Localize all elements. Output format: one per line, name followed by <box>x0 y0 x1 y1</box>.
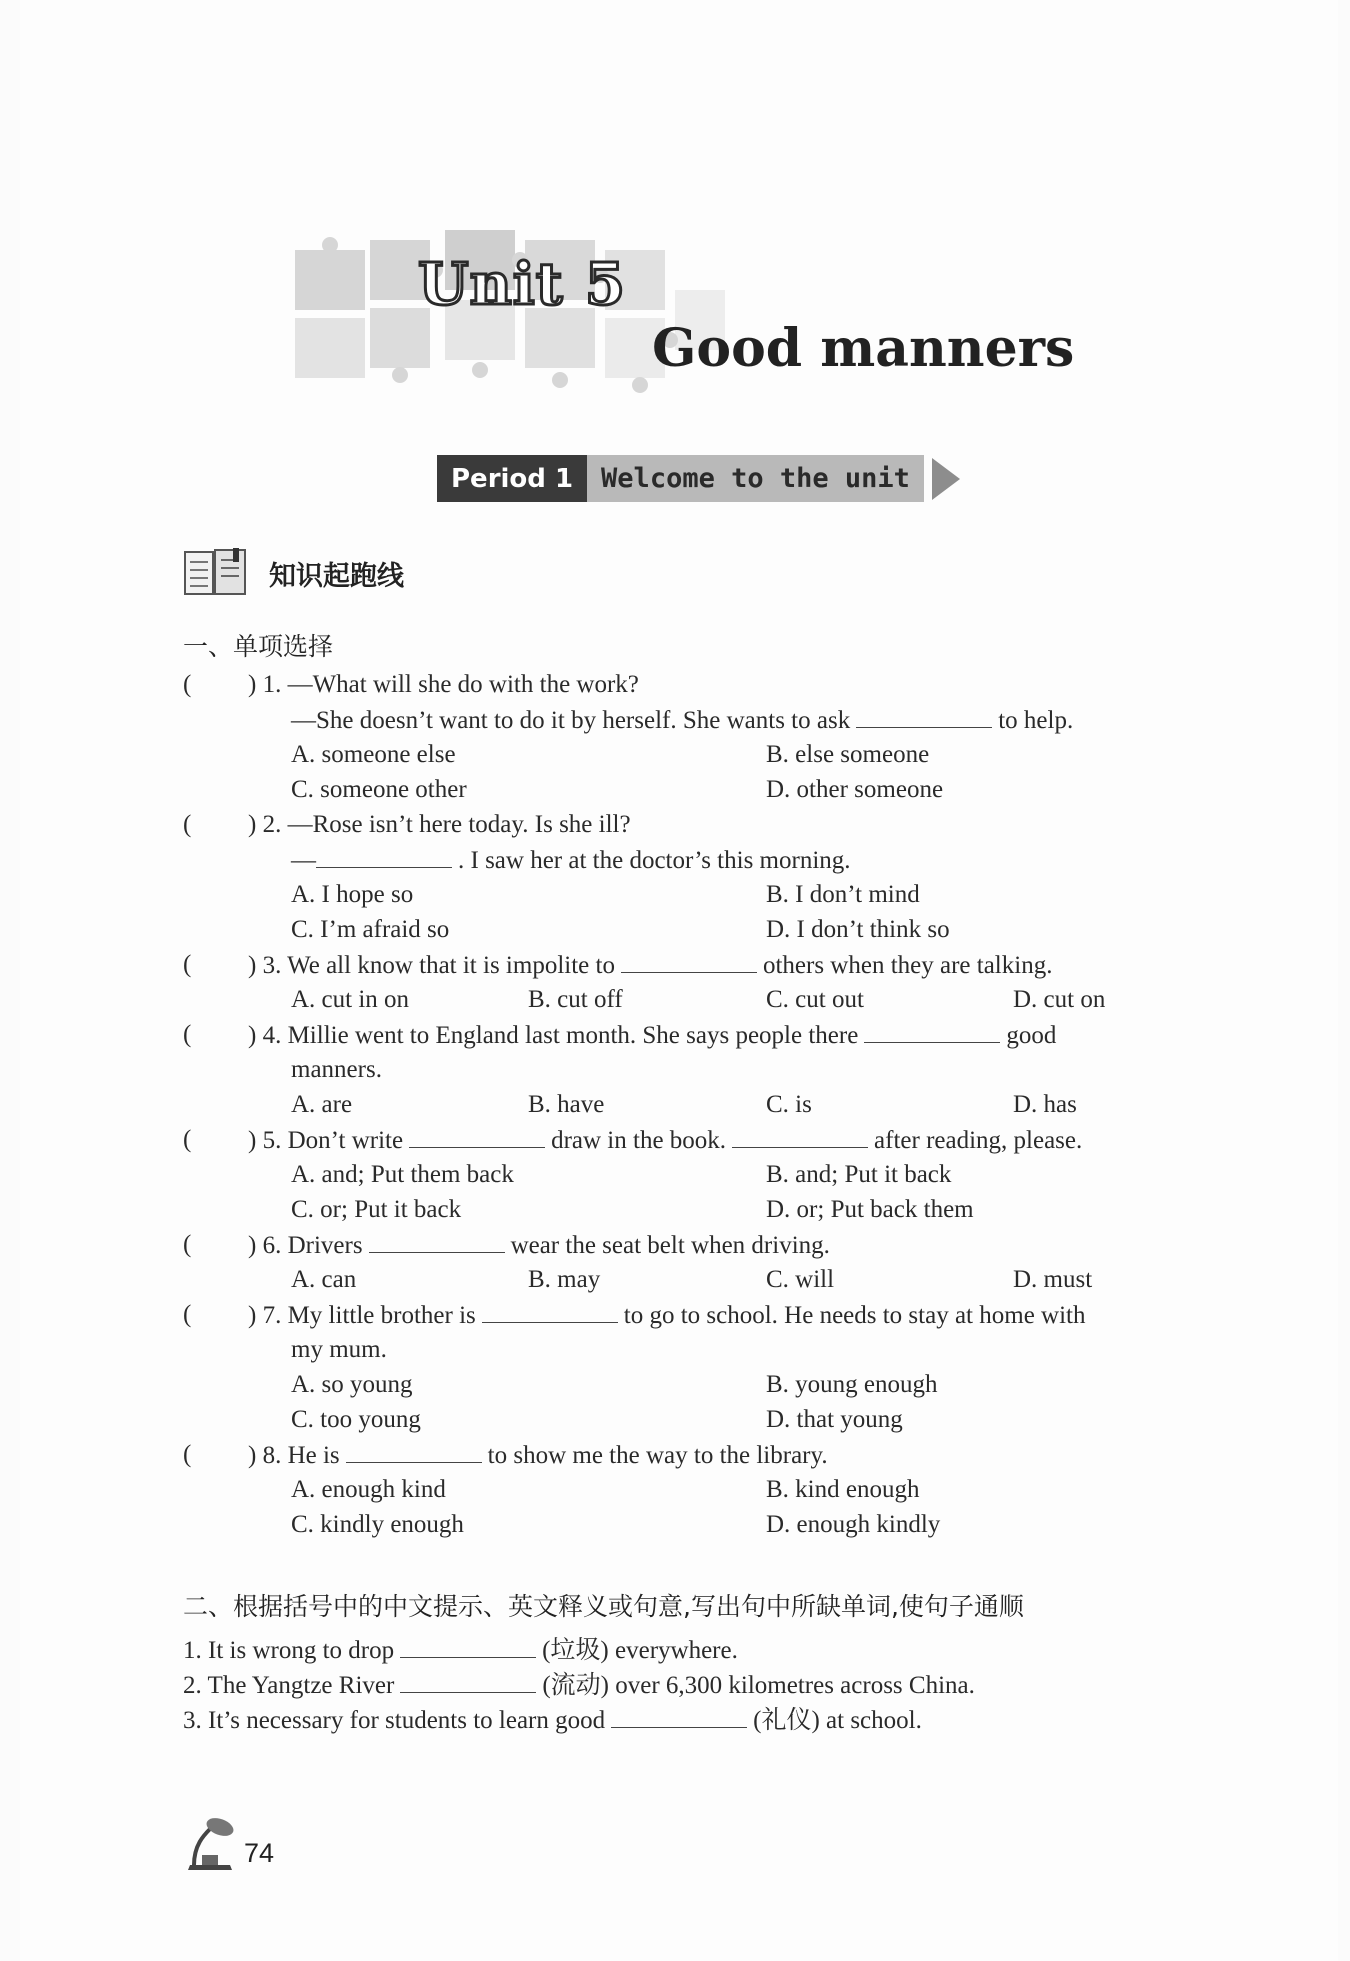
option: A. someone else <box>291 741 456 768</box>
answer-paren: ( <box>183 1301 192 1328</box>
part2-title: 二、根据括号中的中文提示、英文释义或句意,写出句中所缺单词,使句子通顺 <box>183 1592 1024 1621</box>
answer-blank[interactable] <box>369 1230 505 1253</box>
option: A. enough kind <box>291 1476 446 1503</box>
question-number: ) 3. <box>248 952 282 979</box>
question-8 <box>248 1440 828 1471</box>
answer-blank[interactable] <box>409 1125 545 1148</box>
option: B. cut off <box>528 986 623 1013</box>
option: B. young enough <box>766 1371 938 1398</box>
option: C. I’m afraid so <box>291 916 450 943</box>
option: C. will <box>766 1266 835 1293</box>
answer-blank[interactable] <box>346 1440 482 1463</box>
question-text: Millie went to England last month. She says people there <box>287 1022 859 1049</box>
option: D. other someone <box>766 776 944 803</box>
option: D. cut on <box>1013 986 1106 1013</box>
option: B. have <box>528 1091 605 1118</box>
answer-blank[interactable] <box>864 1020 1000 1043</box>
period-banner <box>437 455 960 502</box>
period-name: Welcome to the unit <box>587 455 924 502</box>
option: B. and; Put it back <box>766 1161 952 1188</box>
question-number: ) 4. <box>248 1022 282 1049</box>
part1-title: 一、单项选择 <box>183 632 334 661</box>
answer-blank[interactable] <box>316 845 452 868</box>
question-text: to show me the way to the library. <box>487 1442 828 1469</box>
option: D. enough kindly <box>766 1511 941 1538</box>
answer-blank[interactable] <box>400 1670 536 1693</box>
option: A. cut in on <box>291 986 410 1013</box>
option: A. are <box>291 1091 353 1118</box>
question-1 <box>248 670 639 700</box>
fill-text: 1. It is wrong to drop <box>183 1637 395 1664</box>
question-number: ) 6. <box>248 1232 282 1259</box>
question-text: draw in the book. <box>551 1127 727 1154</box>
question-number: ) 8. <box>248 1442 282 1469</box>
question-text: —She doesn’t want to do it by herself. She wants to ask <box>291 707 851 734</box>
section-title: 知识起跑线 <box>269 560 404 592</box>
question-text: to go to school. He needs to stay at home with <box>623 1302 1086 1329</box>
question-text: — <box>291 847 316 874</box>
option: C. is <box>766 1091 812 1118</box>
option: D. that young <box>766 1406 903 1433</box>
option: C. or; Put it back <box>291 1196 462 1223</box>
lamp-icon <box>180 1815 240 1875</box>
fill-text: 2. The Yangtze River <box>183 1672 395 1699</box>
answer-paren: ( <box>183 1126 192 1153</box>
answer-blank[interactable] <box>732 1125 868 1148</box>
question-text: He is <box>287 1442 340 1469</box>
option: A. so young <box>291 1371 413 1398</box>
fill-text: 3. It’s necessary for students to learn good <box>183 1707 606 1734</box>
question-text: Don’t write <box>287 1127 404 1154</box>
answer-paren: ( <box>183 951 192 978</box>
section-header <box>183 548 404 598</box>
question-text: My little brother is <box>287 1302 476 1329</box>
question-text: after reading, please. <box>874 1127 1083 1154</box>
option: C. too young <box>291 1406 421 1433</box>
question-2 <box>248 810 631 840</box>
answer-blank[interactable] <box>611 1705 747 1728</box>
answer-blank[interactable] <box>482 1300 618 1323</box>
option: B. kind enough <box>766 1476 920 1503</box>
option: B. I don’t mind <box>766 881 920 908</box>
question-1-line-2 <box>291 705 1073 736</box>
question-7 <box>248 1300 1085 1331</box>
option: B. else someone <box>766 741 930 768</box>
question-4 <box>248 1020 1056 1051</box>
question-5 <box>248 1125 1082 1156</box>
option: D. or; Put back them <box>766 1196 974 1223</box>
answer-blank[interactable] <box>856 705 992 728</box>
unit-title: Unit 5 <box>418 250 627 318</box>
question-number: ) 1. <box>248 671 282 698</box>
option: D. has <box>1013 1091 1077 1118</box>
question-text: —What will she do with the work? <box>287 671 639 698</box>
question-text: —Rose isn’t here today. Is she ill? <box>287 811 631 838</box>
question-text: to help. <box>998 707 1074 734</box>
question-2-line-2 <box>291 845 851 876</box>
question-text: wear the seat belt when driving. <box>510 1232 830 1259</box>
question-number: ) 5. <box>248 1127 282 1154</box>
answer-paren: ( <box>183 671 192 698</box>
fill-item-1 <box>183 1635 738 1666</box>
fill-text: (垃圾) everywhere. <box>542 1637 738 1664</box>
period-label: Period 1 <box>437 455 587 502</box>
answer-blank[interactable] <box>621 950 757 973</box>
question-number: ) 7. <box>248 1302 282 1329</box>
option: A. can <box>291 1266 357 1293</box>
fill-text: (流动) over 6,300 kilometres across China. <box>542 1672 975 1699</box>
option: C. cut out <box>766 986 864 1013</box>
question-text: Drivers <box>287 1232 363 1259</box>
option: D. must <box>1013 1266 1093 1293</box>
question-3 <box>248 950 1052 981</box>
question-text: . I saw her at the doctor’s this morning. <box>458 847 851 874</box>
unit-subtitle: Good manners <box>652 318 1075 379</box>
question-text: good <box>1006 1022 1057 1049</box>
fill-item-3 <box>183 1705 922 1736</box>
option: A. I hope so <box>291 881 414 908</box>
answer-paren: ( <box>183 811 192 838</box>
question-text: manners. <box>291 1056 382 1083</box>
option: B. may <box>528 1266 601 1293</box>
answer-paren: ( <box>183 1441 192 1468</box>
question-text: others when they are talking. <box>762 952 1053 979</box>
question-6 <box>248 1230 830 1261</box>
arrow-icon <box>932 458 960 500</box>
option: C. kindly enough <box>291 1511 464 1538</box>
fill-item-2 <box>183 1670 975 1701</box>
fill-text: (礼仪) at school. <box>753 1707 922 1734</box>
question-number: ) 2. <box>248 811 282 838</box>
answer-paren: ( <box>183 1231 192 1258</box>
option: C. someone other <box>291 776 467 803</box>
question-text: We all know that it is impolite to <box>287 952 615 979</box>
answer-paren: ( <box>183 1021 192 1048</box>
question-text: my mum. <box>291 1336 387 1363</box>
book-icon <box>183 548 249 598</box>
option: D. I don’t think so <box>766 916 950 943</box>
answer-blank[interactable] <box>400 1635 536 1658</box>
page-number: 74 <box>244 1838 275 1868</box>
option: A. and; Put them back <box>291 1161 514 1188</box>
